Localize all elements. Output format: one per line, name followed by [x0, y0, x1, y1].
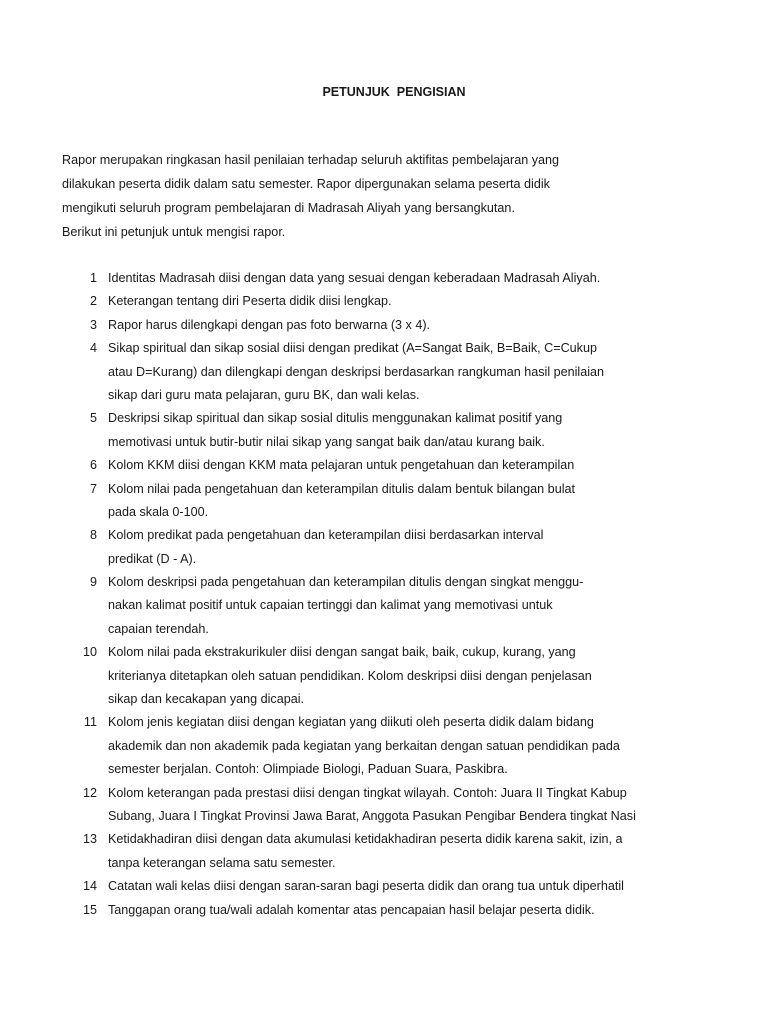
list-item: [62, 524, 645, 571]
item-text: [108, 711, 645, 781]
item-number: 4: [89, 341, 97, 356]
item-number: 8: [89, 528, 97, 543]
list-item: [62, 454, 645, 477]
item-text: [108, 478, 645, 525]
item-number: 13: [82, 832, 97, 847]
list-item: [62, 290, 645, 313]
list-item: [62, 875, 645, 898]
item-text-line: Tanggapan orang tua/wali adalah komentar atas pencapaian hasil belajar peserta didik.: [108, 902, 595, 917]
item-text-line: Kolom jenis kegiatan diisi dengan kegiatan yang diikuti oleh peserta didik dalam bidang: [108, 715, 594, 730]
intro-line: Berikut ini petunjuk untuk mengisi rapor.: [62, 225, 286, 239]
item-text-line: sikap dari guru mata pelajaran, guru BK, dan wali kelas.: [108, 387, 420, 402]
item-text: [108, 267, 645, 290]
item-text-line: memotivasi untuk butir-butir nilai sikap yang sangat baik dan/atau kurang baik.: [108, 434, 545, 449]
list-item: [62, 641, 645, 711]
item-number: 9: [89, 575, 97, 590]
item-text-line: Subang, Juara I Tingkat Provinsi Jawa Barat, Anggota Pasukan Pengibar Bendera tingkat Nasi: [108, 808, 636, 823]
item-number: 10: [82, 645, 97, 660]
item-number: 7: [89, 481, 97, 496]
item-text: [108, 828, 645, 875]
intro-line: dilakukan peserta didik dalam satu semester. Rapor dipergunakan selama peserta didik: [62, 177, 550, 191]
intro-paragraph: [62, 148, 662, 244]
item-text-line: Kolom KKM diisi dengan KKM mata pelajaran untuk pengetahuan dan keterampilan: [108, 458, 575, 473]
item-text-line: Kolom predikat pada pengetahuan dan keterampilan diisi berdasarkan interval: [108, 528, 544, 543]
item-text-line: Kolom keterangan pada prestasi diisi dengan tingkat wilayah. Contoh: Juara II Tingkat Kabup: [108, 785, 627, 800]
item-number: 3: [89, 317, 97, 332]
list-item: [62, 899, 645, 922]
item-text: [108, 875, 645, 898]
item-text-line: Kolom deskripsi pada pengetahuan dan keterampilan ditulis dengan singkat menggu-: [108, 575, 584, 590]
list-item: [62, 782, 645, 829]
item-text-line: Rapor harus dilengkapi dengan pas foto berwarna (3 x 4).: [108, 317, 431, 332]
list-item: [62, 337, 645, 407]
item-text: [108, 641, 645, 711]
item-number: 5: [89, 411, 97, 426]
item-text-line: sikap dan kecakapan yang dicapai.: [108, 692, 305, 707]
page-title: PETUNJUK PENGISIAN: [322, 85, 466, 99]
item-text-line: Kolom nilai pada ekstrakurikuler diisi dengan sangat baik, baik, cukup, kurang, yang: [108, 645, 576, 660]
item-text-line: Catatan wali kelas diisi dengan saran-saran bagi peserta didik dan orang tua untuk diperhatil: [108, 879, 624, 894]
item-number: 14: [82, 879, 97, 894]
item-text: [108, 454, 645, 477]
item-text-line: atau D=Kurang) dan dilengkapi dengan deskripsi berdasarkan rangkuman hasil penilaian: [108, 364, 605, 379]
item-text: [108, 290, 645, 313]
item-text-line: Deskripsi sikap spiritual dan sikap sosial ditulis menggunakan kalimat positif yang: [108, 411, 563, 426]
item-text-line: Keterangan tentang diri Peserta didik diisi lengkap.: [108, 294, 392, 309]
item-text-line: Kolom nilai pada pengetahuan dan keterampilan ditulis dalam bentuk bilangan bulat: [108, 481, 575, 496]
item-text-line: Ketidakhadiran diisi dengan data akumulasi ketidakhadiran peserta didik karena sakit, izin, a: [108, 832, 623, 847]
list-item: [62, 711, 645, 781]
item-text: [108, 571, 645, 641]
item-number: 2: [89, 294, 97, 309]
item-text-line: pada skala 0-100.: [108, 504, 209, 519]
item-text-line: semester berjalan. Contoh: Olimpiade Biologi, Paduan Suara, Paskibra.: [108, 762, 508, 777]
list-item: [62, 828, 645, 875]
item-number: 15: [82, 902, 97, 917]
list-item: [62, 478, 645, 525]
item-text-line: nakan kalimat positif untuk capaian tertinggi dan kalimat yang memotivasi untuk: [108, 598, 553, 613]
instruction-list: [62, 267, 645, 922]
item-number: 6: [89, 458, 97, 473]
item-text-line: capaian terendah.: [108, 621, 209, 636]
item-text: [108, 524, 645, 571]
intro-line: mengikuti seluruh program pembelajaran di Madrasah Aliyah yang bersangkutan.: [62, 201, 515, 215]
item-text: [108, 337, 645, 407]
item-text-line: tanpa keterangan selama satu semester.: [108, 855, 336, 870]
item-number: 11: [83, 715, 97, 730]
item-text-line: kriterianya ditetapkan oleh satuan pendidikan. Kolom deskripsi diisi dengan penjelasan: [108, 668, 592, 683]
list-item: [62, 571, 645, 641]
item-number: 12: [82, 785, 97, 800]
item-text: [108, 314, 645, 337]
item-number: 1: [89, 271, 97, 285]
item-text: [108, 782, 645, 829]
item-text-line: Sikap spiritual dan sikap sosial diisi dengan predikat (A=Sangat Baik, B=Baik, C=Cukup: [108, 341, 597, 356]
item-text-line: Identitas Madrasah diisi dengan data yang sesuai dengan keberadaan Madrasah Aliyah.: [108, 271, 601, 285]
list-item: [62, 314, 645, 337]
list-item: [62, 407, 645, 454]
intro-line: Rapor merupakan ringkasan hasil penilaian terhadap seluruh aktifitas pembelajaran yang: [62, 153, 560, 167]
item-text-line: akademik dan non akademik pada kegiatan yang berkaitan dengan satuan pendidikan pada: [108, 738, 620, 753]
item-text: [108, 407, 645, 454]
item-text: [108, 899, 645, 922]
list-item: [62, 267, 645, 290]
item-text-line: predikat (D - A).: [108, 551, 197, 566]
